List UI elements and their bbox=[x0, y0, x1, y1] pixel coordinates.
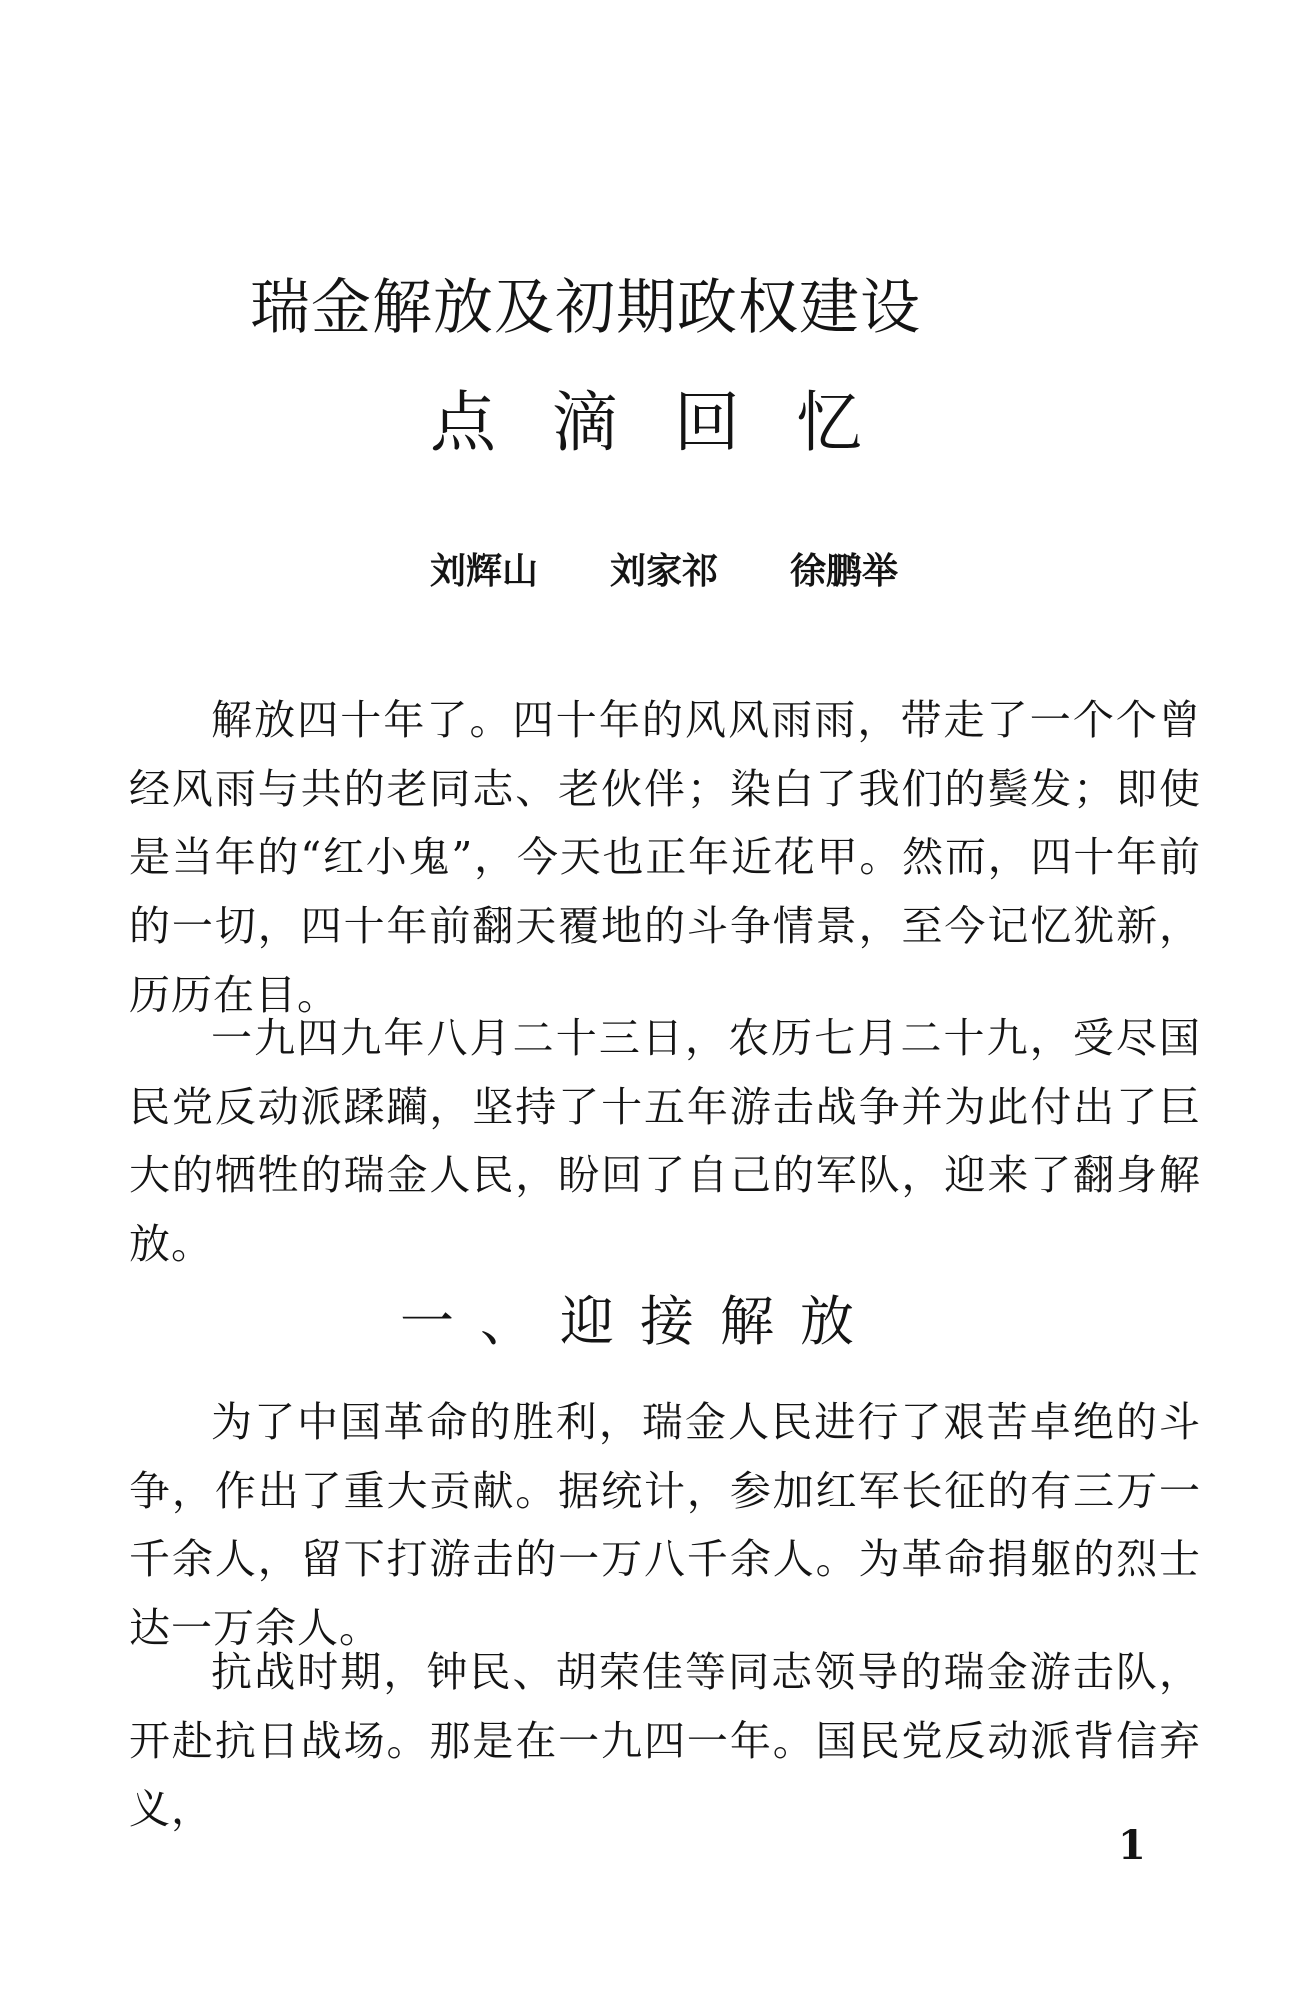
intro-paragraph-1: 解放四十年了。四十年的风风雨雨，带走了一个个曾经风雨与共的老同志、老伙伴；染白了我们的鬓发；即使是当年的“红小鬼”，今天也正年近花甲。然而，四十年前的一切，四十年前翻天覆地的斗争情景，至今记忆犹新，历历在目。 bbox=[129, 696, 1201, 1019]
authors-line: 刘辉山 刘家祁 徐鹏举 bbox=[430, 551, 899, 592]
section-paragraph-1: 为了中国革命的胜利，瑞金人民进行了艰苦卓绝的斗争，作出了重大贡献。据统计，参加红军长征的有三万一千余人，留下打游击的一万八千余人。为革命捐躯的烈士达一万余人。 bbox=[129, 1398, 1201, 1653]
page-number: 1 bbox=[1118, 1822, 1146, 1869]
article-title-line-1: 瑞金解放及初期政权建设 bbox=[250, 273, 921, 343]
article-title-line-2: 点滴回忆 bbox=[430, 384, 918, 461]
section-paragraph-2: 抗战时期，钟民、胡荣佳等同志领导的瑞金游击队，开赴抗日战场。那是在一九四一年。国民党反动派背信弃义， bbox=[129, 1648, 1201, 1834]
intro-paragraph-2: 一九四九年八月二十三日，农历七月二十九，受尽国民党反动派蹂躏，坚持了十五年游击战争并为此付出了巨大的牺牲的瑞金人民，盼回了自己的军队，迎来了翻身解放。 bbox=[129, 1014, 1201, 1269]
section-heading: 一、迎接解放 bbox=[400, 1290, 880, 1353]
